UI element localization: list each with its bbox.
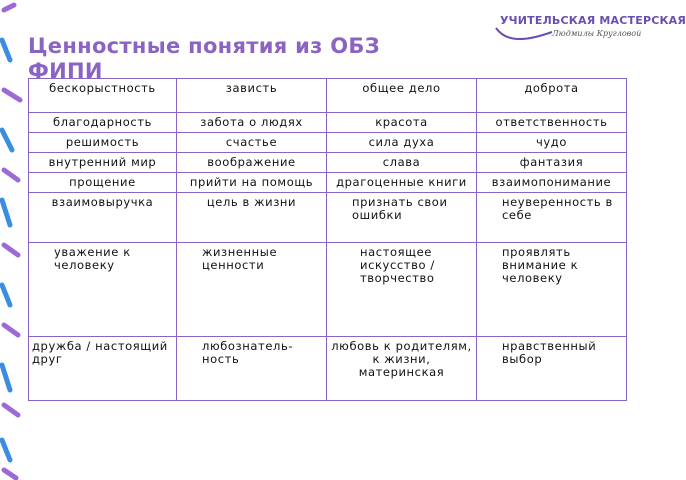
table-cell: любовь к родителям, к жизни, материнская	[327, 337, 477, 401]
table-row	[29, 113, 627, 133]
table-cell: красота	[327, 113, 477, 133]
table-cell: прийти на помощь	[177, 173, 327, 193]
table-cell: чудо	[477, 133, 627, 153]
table-cell: доброта	[477, 79, 627, 113]
table-cell	[327, 193, 477, 243]
table-row	[29, 153, 627, 173]
table-cell: воображение	[177, 153, 327, 173]
table-cell	[177, 337, 327, 401]
table-cell: бескорыстность	[29, 79, 177, 113]
table-row	[29, 173, 627, 193]
table-cell	[29, 243, 177, 337]
logo-subtitle: Людмилы Кругловой	[552, 29, 642, 38]
brand-logo	[494, 14, 686, 46]
table-cell	[327, 243, 477, 337]
table-cell: прощение	[29, 173, 177, 193]
table-row	[29, 337, 627, 401]
cell-text: любознатель- ность	[202, 339, 294, 366]
cell-text: нравственный выбор	[502, 339, 597, 366]
table-cell	[177, 243, 327, 337]
table-cell: решимость	[29, 133, 177, 153]
cell-text: жизненные ценности	[202, 245, 278, 272]
table-cell: зависть	[177, 79, 327, 113]
logo-title: УЧИТЕЛЬСКАЯ МАСТЕРСКАЯ	[500, 14, 686, 27]
table-cell: сила духа	[327, 133, 477, 153]
cell-text: настоящее искусство / творчество	[360, 245, 435, 285]
table-cell: взаимопонимание	[477, 173, 627, 193]
table-row	[29, 243, 627, 337]
table-cell: общее дело	[327, 79, 477, 113]
table-row	[29, 193, 627, 243]
table-cell: драгоценные книги	[327, 173, 477, 193]
table-cell: забота о людях	[177, 113, 327, 133]
table-cell: взаимовыручка	[29, 193, 177, 243]
table-cell: счастье	[177, 133, 327, 153]
cell-text: признать свои ошибки	[352, 195, 448, 222]
cell-text: неуверенность в себе	[502, 195, 613, 222]
table-cell	[477, 243, 627, 337]
cell-text: уважение к человеку	[54, 245, 131, 272]
values-table	[28, 78, 627, 401]
table-cell: ответственность	[477, 113, 627, 133]
table-row	[29, 79, 627, 113]
table-cell: цель в жизни	[177, 193, 327, 243]
table-cell: слава	[327, 153, 477, 173]
page-title: Ценностные понятия из ОБЗ ФИПИ	[28, 34, 380, 83]
table-cell: фантазия	[477, 153, 627, 173]
table-cell: дружба / настоящий друг	[29, 337, 177, 401]
cell-text: проявлять внимание к человеку	[502, 245, 579, 285]
table-cell: внутренний мир	[29, 153, 177, 173]
table-row	[29, 133, 627, 153]
table-cell	[477, 337, 627, 401]
table-cell: благодарность	[29, 113, 177, 133]
table-cell	[477, 193, 627, 243]
